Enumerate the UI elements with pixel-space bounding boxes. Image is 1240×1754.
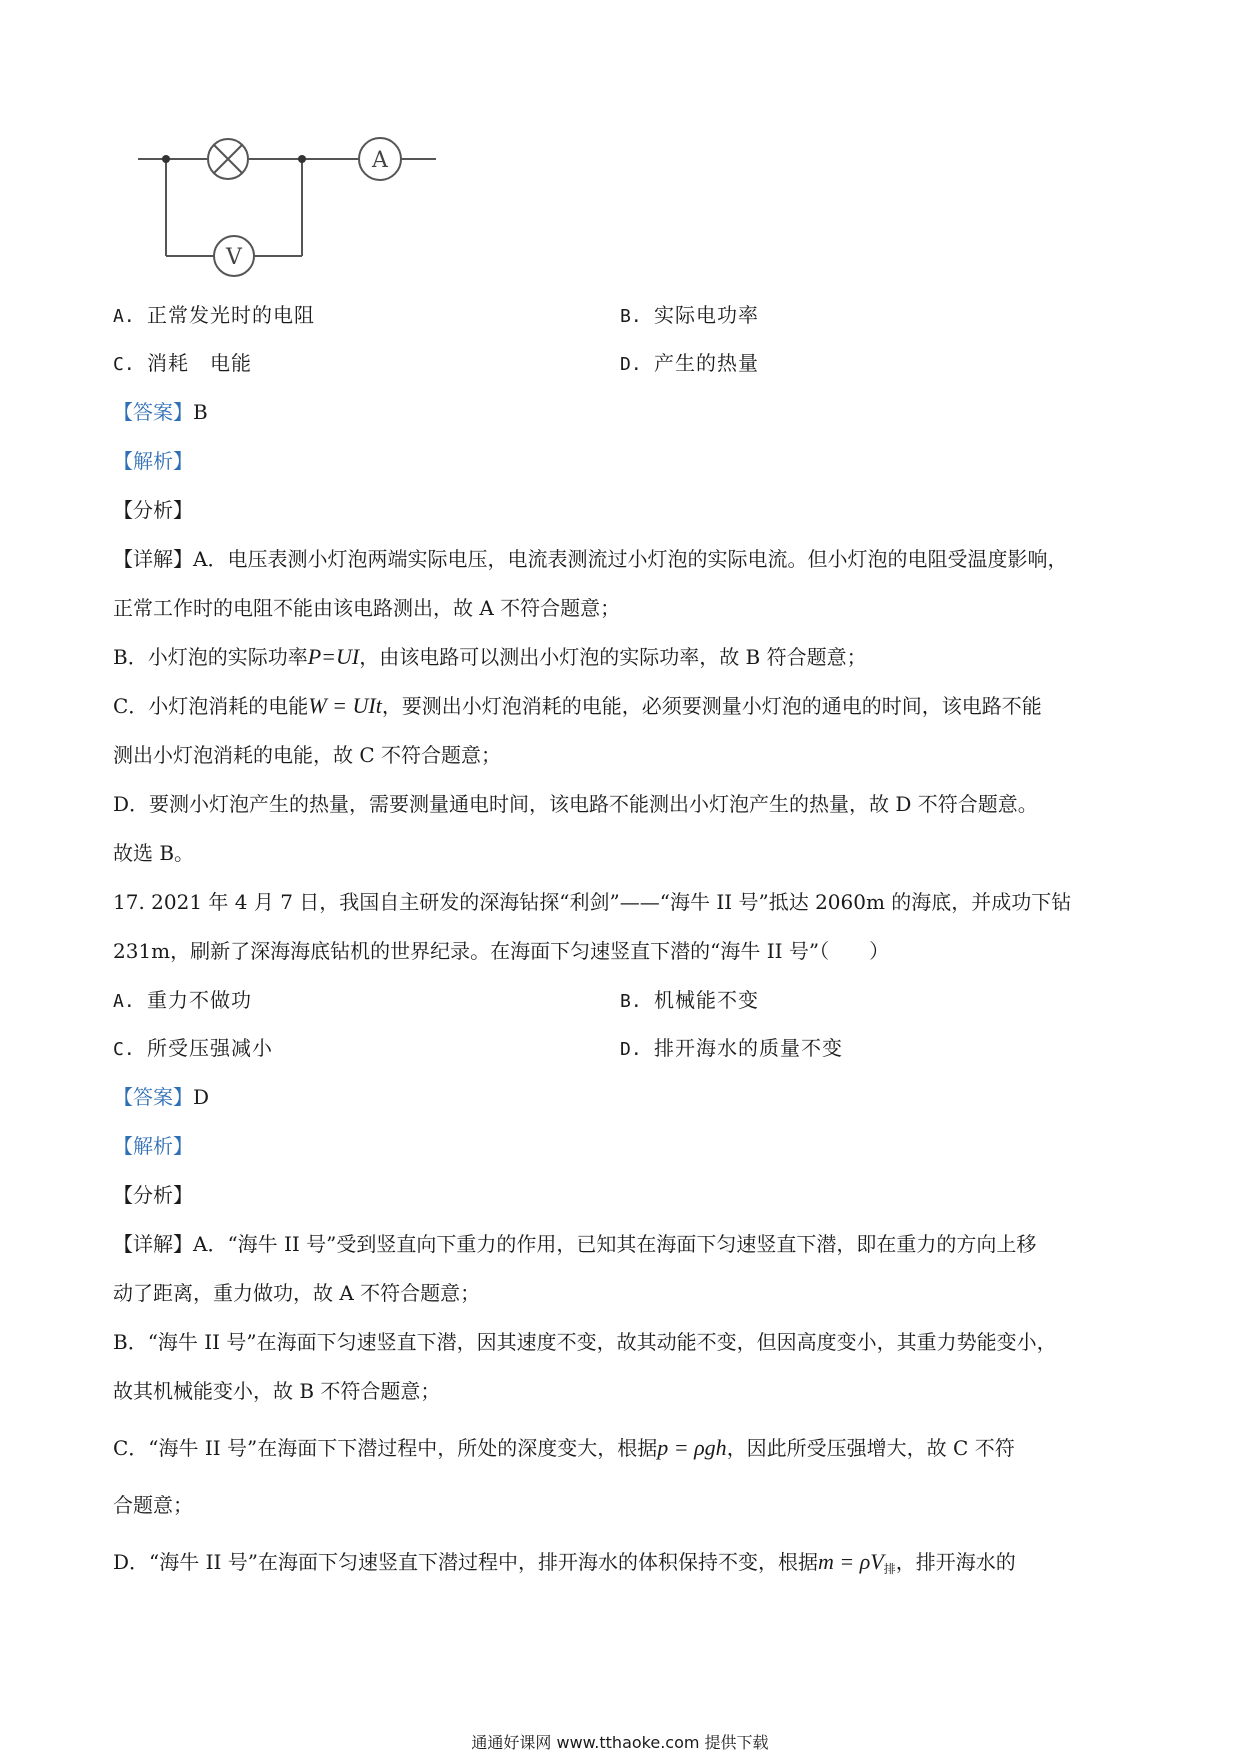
q17-jiexi-heading: 【解析】 (113, 1134, 193, 1158)
circuit-diagram (130, 125, 440, 285)
q17-stem-line-2: 231m，刷新了深海海底钻机的世界纪录。在海面下匀速竖直下潜的“海牛 II 号”（ ） (113, 939, 890, 963)
q17-detail-b-line-2: 故其机械能变小，故 B 不符合题意； (113, 1379, 441, 1403)
q17-option-d: D. 排开海水的质量不变 (620, 1036, 843, 1060)
q16-option-a: A. 正常发光时的电阻 (113, 303, 315, 327)
voltmeter-label: V (226, 245, 242, 270)
q16-detail-line-2: 正常工作时的电阻不能由该电路测出，故 A 不符合题意； (113, 596, 621, 620)
q16-detail-line-1: 【详解】A．电压表测小灯泡两端实际电压，电流表测流过小灯泡的实际电流。但小灯泡的电阻受温度影响， (113, 547, 1068, 571)
q16-detail-b: B．小灯泡的实际功率P=UI，由该电路可以测出小灯泡的实际功率，故 B 符合题意； (113, 644, 867, 669)
q16-option-d: D. 产生的热量 (620, 351, 759, 375)
q16-detail-c-line-2: 测出小灯泡消耗的电能，故 C 不符合题意； (113, 743, 502, 767)
q16-answer: 【答案】B (113, 400, 208, 424)
q17-fenxi-heading: 【分析】 (113, 1183, 193, 1207)
q17-option-b: B. 机械能不变 (620, 988, 759, 1012)
q17-detail-d: D．“海牛 II 号”在海面下匀速竖直下潜过程中，排开海水的体积保持不变，根据$m = \rho V_排$，排开海水的 (113, 1549, 1016, 1576)
q16-option-b: B. 实际电功率 (620, 303, 759, 327)
q16-option-c: C. 消耗 电能 (113, 351, 252, 375)
q16-fenxi-heading: 【分析】 (113, 498, 193, 522)
q17-option-a: A. 重力不做功 (113, 988, 252, 1012)
q16-jiexi-heading: 【解析】 (113, 449, 193, 473)
q17-detail-c: C．“海牛 II 号”在海面下下潜过程中，所处的深度变大，根据p = ρgh，因此所受压强增大，故 C 不符 (113, 1435, 1015, 1460)
q17-stem-line-1: 17. 2021 年 4 月 7 日，我国自主研发的深海钻探“利剑”——“海牛 II 号”抵达 2060m 的海底，并成功下钻 (113, 890, 1072, 914)
q16-detail-d: D．要测小灯泡产生的热量，需要测量通电时间，该电路不能测出小灯泡产生的热量，故 D 不符合题意。 (113, 792, 1038, 816)
q16-conclusion: 故选 B。 (113, 841, 195, 865)
q17-option-c: C. 所受压强减小 (113, 1036, 273, 1060)
q17-detail-b-line-1: B．“海牛 II 号”在海面下匀速竖直下潜，因其速度不变，故其动能不变，但因高度变小，其重力势能变小， (113, 1330, 1057, 1354)
ammeter-label: A (372, 148, 388, 173)
q17-detail-a-line-1: 【详解】A．“海牛 II 号”受到竖直向下重力的作用，已知其在海面下匀速竖直下潜，即在重力的方向上移 (113, 1232, 1037, 1256)
q17-answer: 【答案】D (113, 1085, 210, 1109)
page-footer: 通通好课网 www.tthaoke.com 提供下载 (471, 1733, 769, 1752)
q17-detail-c-line-2: 合题意； (113, 1493, 193, 1517)
q17-detail-a-line-2: 动了距离，重力做功，故 A 不符合题意； (113, 1281, 481, 1305)
q16-detail-c: C．小灯泡消耗的电能W = UIt，要测出小灯泡消耗的电能，必须要测量小灯泡的通电的时间，该电路不能 (113, 693, 1042, 718)
